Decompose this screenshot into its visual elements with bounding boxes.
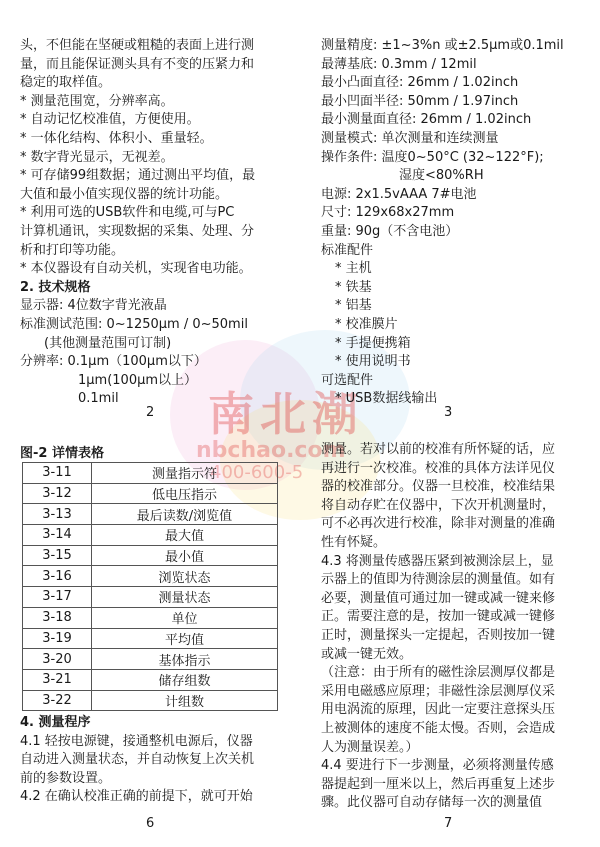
table-cell-code: 3-20: [23, 649, 92, 670]
table-cell-desc: 测量状态: [92, 587, 278, 608]
page-6-column: [20, 714, 300, 807]
text-line: 必要，测量值可通过加一键或减一键来修: [321, 590, 556, 606]
bullet-line: * 数字背光显示，无视差。: [20, 149, 174, 165]
table-row: [23, 607, 278, 628]
table-cell-desc: 最大值: [92, 525, 278, 546]
table-row: [23, 566, 278, 587]
text-line: 4.2 在确认校准正确的前提下，就可开始: [20, 789, 253, 805]
section-heading: 4. 测量程序: [20, 715, 91, 730]
text-line: 前的参数设置。: [20, 770, 112, 786]
bullet-line: * 自动记忆校准值，方便使用。: [20, 112, 200, 128]
table-cell-code: 3-16: [23, 566, 92, 587]
text-line: 测量。若对以前的校准有所怀疑的话，应: [321, 442, 556, 457]
table-cell-desc: 浏览状态: [92, 566, 278, 587]
bullet-line: * 本仪器设有自动关机，实现省电功能。: [20, 261, 252, 277]
table-cell-desc: 测量指示符: [92, 463, 278, 484]
page-number: 3: [444, 405, 453, 420]
spec-humidity: 湿度<80%RH: [399, 168, 484, 184]
text-line: 4.4 要进行下一步测量，必须将测量传感: [321, 758, 554, 774]
text-line: 4.3 将测量传感器压紧到被测涂层上，显: [321, 553, 554, 569]
text-line: 自动进入测量状态，并自动恢复上次关机: [20, 752, 255, 768]
text-line: 量，而且能保证测头具有不变的压紧力和: [20, 56, 255, 72]
page-3-column: [321, 37, 596, 409]
table-cell-code: 3-14: [23, 525, 92, 546]
list-item: * USB数据线输出: [335, 391, 438, 407]
detail-table: [22, 462, 278, 711]
table-cell-code: 3-13: [23, 504, 92, 525]
spec-mode: 测量模式: 单次测量和连续测量: [321, 130, 499, 146]
text-line: 正。需要注意的是，按加一键或减一键修: [321, 609, 556, 625]
table-cell-code: 3-15: [23, 545, 92, 566]
spec-min-concave: 最小凹面半径: 50mm / 1.97inch: [321, 93, 519, 109]
section-heading: 2. 技术规格: [20, 279, 91, 295]
text-line: 器的校准部分。仪器一旦校准，校准结果: [321, 479, 556, 495]
text-line: 稳定的取样值。: [20, 75, 112, 91]
bullet-line: * 测量范围宽，分辨率高。: [20, 93, 174, 109]
spec-size: 尺寸: 129x68x27mm: [321, 205, 455, 221]
table-row: [23, 628, 278, 649]
list-item: * 铝基: [335, 298, 372, 314]
watermark-url: nbchao.com: [196, 438, 346, 463]
table-row: [23, 545, 278, 566]
table-cell-desc: 最小值: [92, 545, 278, 566]
table-row: [23, 483, 278, 504]
table-row: [23, 669, 278, 690]
spec-accuracy: 测量精度: ±1~3%n 或±2.5μm或0.1mil: [321, 38, 564, 53]
text-line: 用电涡流的原理，因此一定要注意探头压: [321, 702, 556, 718]
spec-weight: 重量: 90g（不含电池）: [321, 223, 459, 239]
table-cell-code: 3-11: [23, 463, 92, 484]
spec-resolution: 1μm(100μm以上）: [78, 372, 198, 388]
opt-accessories-heading: 可选配件: [321, 372, 374, 388]
spec-resolution: 0.1mil: [78, 391, 119, 407]
text-line: 头，不但能在坚硬或粗糙的表面上进行测: [20, 38, 255, 53]
text-line: 计算机通讯，实现数据的采集、处理、分: [20, 223, 255, 239]
table-cell-desc: 基体指示: [92, 649, 278, 670]
spec-resolution: 分辨率: 0.1μm（100μm以下）: [20, 354, 207, 370]
text-line: 示器上的值即为待测涂层的测量值。如有: [321, 572, 556, 588]
spec-thin-base: 最薄基底: 0.3mm / 12mil: [321, 56, 477, 72]
text-line: 正时，测量探头一定提起，否则按加一键: [321, 627, 556, 643]
table-cell-desc: 计组数: [92, 690, 278, 711]
text-line: 大值和最小值实现仪器的统计功能。: [20, 186, 229, 202]
table-cell-code: 3-22: [23, 690, 92, 711]
text-line: 人为测量误差。）: [321, 739, 419, 755]
text-line: 骤。此仪器可自动存储每一次的测量值: [321, 795, 543, 811]
table-cell-code: 3-17: [23, 587, 92, 608]
text-line: 4.1 轻按电源键，接通整机电源后，仪器: [20, 733, 253, 749]
spec-min-area: 最小测量面直径: 26mm / 1.02inch: [321, 112, 532, 128]
watermark-brand: 南北潮: [208, 387, 364, 441]
page-number: 7: [444, 816, 453, 831]
list-item: * 主机: [335, 261, 372, 277]
list-item: * 校准膜片: [335, 316, 398, 332]
spec-conditions: 操作条件: 温度0~50°C (32~122°F);: [321, 149, 544, 165]
page-number: 6: [146, 816, 155, 831]
bullet-line: * 可存储99组数据；通过测出平均值，最: [20, 168, 256, 184]
table-row: [23, 649, 278, 670]
bullet-line: * 一体化结构、体积小、重量轻。: [20, 130, 213, 146]
text-line: 析和打印等功能。: [20, 242, 125, 258]
text-line: 或减一键无效。: [321, 646, 413, 662]
page-7-column: [321, 441, 596, 813]
spec-display: 显示器: 4位数字背光液晶: [20, 298, 167, 314]
page-2-column: [20, 37, 300, 409]
text-line: 再进行一次校准。校准的具体方法详见仪: [321, 460, 556, 476]
table-row: [23, 690, 278, 711]
text-line: 可不必再次进行校准，除非对测量的准确: [321, 516, 556, 532]
table-row: [23, 525, 278, 546]
spec-min-convex: 最小凸面直径: 26mm / 1.02inch: [321, 75, 519, 91]
text-line: 将自动存贮在仪器中，下次开机测量时，: [321, 497, 556, 513]
text-line: （注意：由于所有的磁性涂层测厚仪都是: [321, 665, 556, 681]
table-cell-code: 3-12: [23, 483, 92, 504]
list-item: * 铁基: [335, 279, 372, 295]
list-item: * 手提便携箱: [335, 335, 411, 351]
watermark-phone: 400-600-5: [210, 462, 304, 483]
table-cell-desc: 低电压指示: [92, 483, 278, 504]
table-row: [23, 587, 278, 608]
text-line: 采用电磁感应原理；非磁性涂层测厚仪采: [321, 683, 556, 699]
list-item: * 使用说明书: [335, 354, 411, 370]
table-cell-desc: 最后读数/浏览值: [92, 504, 278, 525]
bullet-line: * 利用可选的USB软件和电缆,可与PC: [20, 205, 235, 221]
table-cell-code: 3-21: [23, 669, 92, 690]
table-row: [23, 504, 278, 525]
text-line: 上被测体的速度不能太慢。否则，会造成: [321, 720, 556, 736]
table-cell-desc: 单位: [92, 607, 278, 628]
table-title: 图-2 详情表格: [20, 446, 104, 461]
table-row: [23, 463, 278, 484]
std-accessories-heading: 标准配件: [321, 242, 374, 258]
table-cell-desc: 储存组数: [92, 669, 278, 690]
table-cell-code: 3-18: [23, 607, 92, 628]
spec-range-note: (其他测量范围可订制): [44, 335, 172, 351]
table-cell-desc: 平均值: [92, 628, 278, 649]
table-cell-code: 3-19: [23, 628, 92, 649]
text-line: 性有怀疑。: [321, 534, 387, 550]
spec-range: 标准测试范围: 0~1250μm / 0~50mil: [20, 316, 248, 332]
text-line: 器提起到一厘米以上，然后再重复上述步: [321, 776, 556, 792]
spec-power: 电源: 2x1.5vAAA 7#电池: [321, 186, 477, 202]
page-number: 2: [146, 405, 155, 420]
